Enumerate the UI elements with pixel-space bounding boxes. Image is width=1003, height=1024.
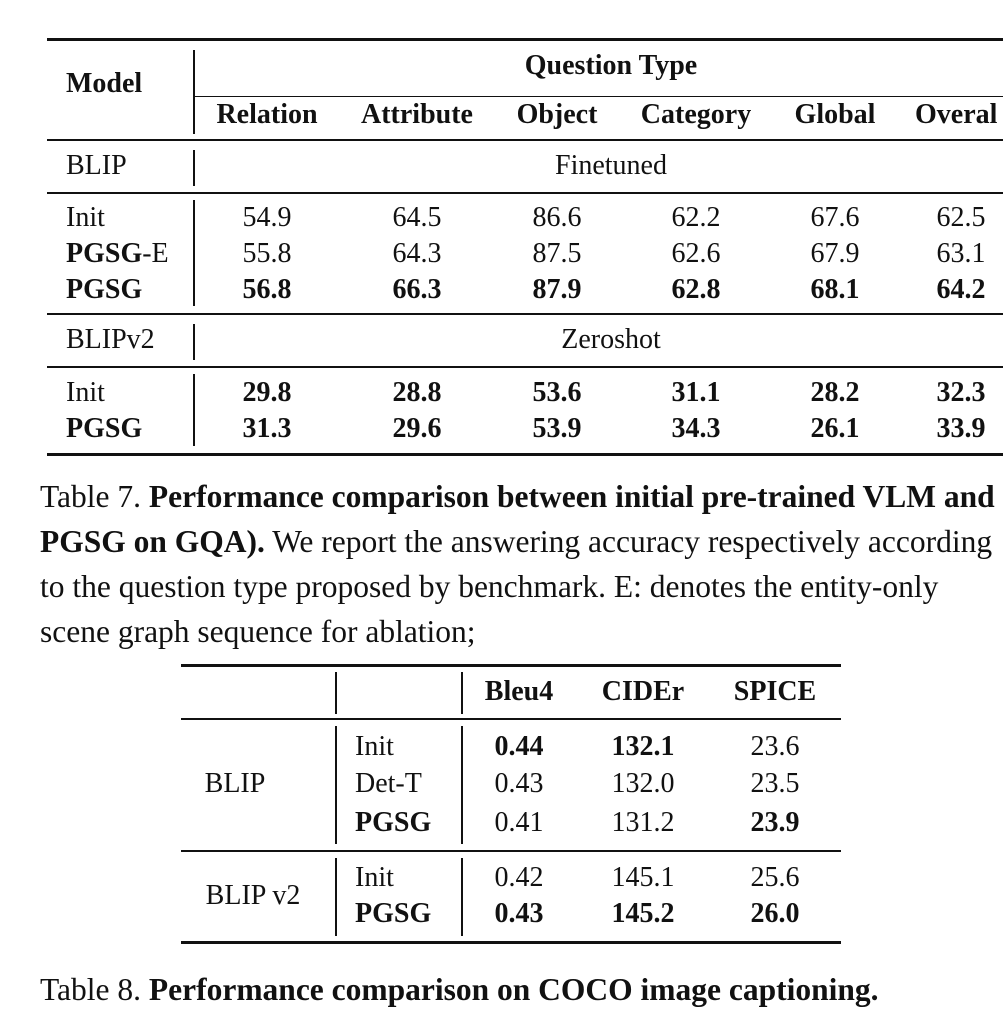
col-header: Overal — [915, 99, 998, 130]
group-model: BLIP — [204, 768, 266, 799]
cell: 23.9 — [750, 807, 800, 838]
table-7-caption — [40, 474, 1000, 654]
row-label: PGSG — [66, 274, 143, 305]
cell: 29.8 — [242, 377, 292, 408]
col-header: SPICE — [733, 676, 817, 707]
section-row — [0, 148, 1003, 184]
top-rule — [181, 664, 841, 667]
section-rule — [47, 313, 1003, 315]
cell: 26.1 — [810, 413, 860, 444]
caption-label: Table 8. — [40, 972, 142, 1007]
column-header-row — [0, 674, 1003, 710]
col-header: Global — [794, 99, 876, 130]
method-label: Init — [355, 862, 394, 893]
cell: 34.3 — [671, 413, 721, 444]
cell: 28.8 — [392, 377, 442, 408]
cell: 64.5 — [392, 202, 442, 233]
table-row — [0, 272, 1003, 308]
cell: 132.0 — [611, 768, 675, 799]
section-model: BLIP — [66, 150, 127, 181]
cell: 0.41 — [494, 807, 544, 838]
row-label: PGSG — [66, 413, 143, 444]
cell: 29.6 — [392, 413, 442, 444]
row-label: Init — [66, 202, 105, 233]
header-rule — [181, 718, 841, 720]
cell: 62.2 — [671, 202, 721, 233]
model-header: Model — [66, 68, 143, 99]
cell: 32.3 — [936, 377, 986, 408]
col-header: CIDEr — [601, 676, 685, 707]
cell: 55.8 — [242, 238, 292, 269]
cell: 0.44 — [494, 731, 544, 762]
cell: 53.6 — [532, 377, 582, 408]
method-label: Init — [355, 731, 394, 762]
section-setting: Zeroshot — [561, 324, 661, 355]
cell: 0.43 — [494, 768, 544, 799]
cell: 23.5 — [750, 768, 800, 799]
table-row — [0, 411, 1003, 447]
table-row — [0, 805, 1003, 841]
cell: 62.5 — [936, 202, 986, 233]
group-rule — [181, 850, 841, 852]
cell: 63.1 — [936, 238, 986, 269]
bottom-rule — [181, 941, 841, 944]
table-row — [0, 729, 1003, 765]
table-row — [0, 860, 1003, 896]
group-model: BLIP v2 — [205, 880, 301, 911]
cell: 145.1 — [611, 862, 675, 893]
row-label-suffix: -E — [142, 238, 169, 269]
table-row — [0, 236, 1003, 272]
bottom-rule — [47, 453, 1003, 456]
cell: 64.2 — [936, 274, 986, 305]
table-row — [0, 766, 1003, 802]
cell: 67.6 — [810, 202, 860, 233]
cell: 86.6 — [532, 202, 582, 233]
header-rule — [47, 139, 1003, 141]
cell: 62.8 — [671, 274, 721, 305]
caption-label: Table 7. — [40, 479, 142, 514]
cell: 0.42 — [494, 862, 544, 893]
cell: 53.9 — [532, 413, 582, 444]
cell: 132.1 — [611, 731, 675, 762]
table-8-caption — [40, 967, 1000, 1012]
row-label-bold: PGSG — [66, 238, 143, 269]
section-rule — [47, 192, 1003, 194]
cell: 66.3 — [392, 274, 442, 305]
caption-bold: Performance comparison on COCO image captioning. — [148, 972, 879, 1007]
caption-bold: Performance comparison between initial pre-trained VLM and PGSG on GQA). — [40, 479, 995, 559]
cell: 145.2 — [611, 898, 675, 929]
row-label: Init — [66, 377, 105, 408]
cell: 25.6 — [750, 862, 800, 893]
col-header: Attribute — [361, 99, 473, 130]
cell: 67.9 — [810, 238, 860, 269]
cell: 87.5 — [532, 238, 582, 269]
cell: 33.9 — [936, 413, 986, 444]
cell: 54.9 — [242, 202, 292, 233]
col-header: Object — [516, 99, 598, 130]
cell: 23.6 — [750, 731, 800, 762]
table-row — [0, 375, 1003, 411]
col-header: Relation — [216, 99, 318, 130]
cell: 87.9 — [532, 274, 582, 305]
col-header: Category — [640, 99, 752, 130]
cell: 31.1 — [671, 377, 721, 408]
cell: 62.6 — [671, 238, 721, 269]
section-rule — [47, 366, 1003, 368]
method-label: Det-T — [355, 768, 422, 799]
section-model: BLIPv2 — [66, 324, 155, 355]
row-label — [66, 236, 169, 272]
question-type-header: Question Type — [524, 50, 698, 81]
section-setting: Finetuned — [555, 150, 667, 181]
cell: 28.2 — [810, 377, 860, 408]
col-header: Bleu4 — [484, 676, 554, 707]
caption-text: We report the answering accuracy respectively according to the question type proposed by benchmark. E: denotes the entity-only scene graph sequence for ablation; — [40, 524, 993, 649]
column-header-row — [0, 97, 1003, 133]
group-header-row — [0, 48, 1003, 84]
table-row — [0, 896, 1003, 932]
cell: 64.3 — [392, 238, 442, 269]
cell: 131.2 — [611, 807, 675, 838]
method-label: PGSG — [355, 898, 432, 929]
cell: 56.8 — [242, 274, 292, 305]
cell: 68.1 — [810, 274, 860, 305]
method-label: PGSG — [355, 807, 432, 838]
cell: 26.0 — [750, 898, 800, 929]
table-row — [0, 200, 1003, 236]
section-row — [0, 322, 1003, 358]
top-rule — [47, 38, 1003, 41]
cell: 31.3 — [242, 413, 292, 444]
cell: 0.43 — [494, 898, 544, 929]
